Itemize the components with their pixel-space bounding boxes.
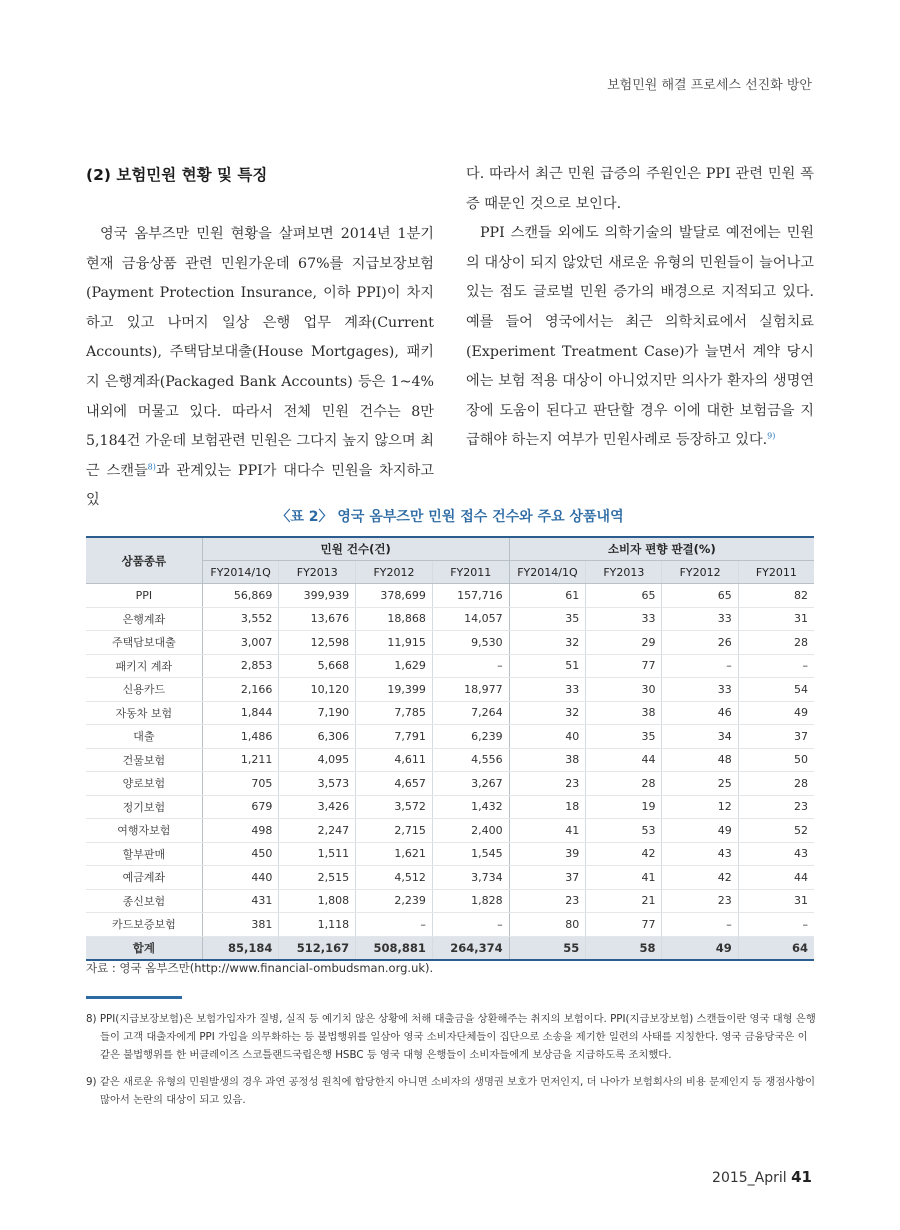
complaint-count-cell: 3,267: [432, 772, 509, 796]
complaint-count-cell: 5,668: [279, 654, 356, 678]
product-name-cell: 신용카드: [86, 678, 202, 702]
left-paragraph: [86, 220, 434, 516]
consumer-ruling-pct-cell: 38: [509, 748, 586, 772]
left-paragraph-end: 과 관계있는 PPI가 대다수 민원을 차지하고 있: [86, 462, 434, 509]
table-row: [86, 725, 814, 749]
footnote-divider: [86, 996, 182, 999]
consumer-ruling-pct-cell: 41: [509, 819, 586, 843]
product-name-cell: 건물보험: [86, 748, 202, 772]
left-paragraph-text: 영국 옴부즈만 민원 현황을 살펴보면 2014년 1분기 현재 금융상품 관련 민원가운데 67%를 지급보장보험(Payment Protection Insurance, 이하 PPI)이 차지하고 있고 나머지 일상 은행 업무 계좌(Current Accounts), 주택담보대출(House Mortgages), 패키지 은행계좌(Packaged Bank Accounts) 등은 1~4% 내외에 머물고 있다. 따라서 전체 민원 건수는 8만 5,184건 가운데 보험관련 민원은 그다지 높지 않으며 최근 스캔들: [86, 226, 434, 479]
product-name-cell: 정기보험: [86, 795, 202, 819]
consumer-ruling-pct-cell: 51: [509, 654, 586, 678]
consumer-ruling-pct-cell: –: [662, 654, 738, 678]
complaint-count-cell: 12,598: [279, 631, 356, 655]
right-paragraph-1: 다. 따라서 최근 민원 급증의 주원인은 PPI 관련 민원 폭증 때문인 것으로 보인다.: [466, 166, 814, 212]
issue-label: 2015_April: [712, 1170, 787, 1186]
consumer-ruling-pct-cell: 31: [738, 889, 814, 913]
product-name-cell: 대출: [86, 725, 202, 749]
product-name-cell: 할부판매: [86, 842, 202, 866]
complaint-count-cell: 3,572: [356, 795, 433, 819]
consumer-ruling-pct-cell: 46: [662, 701, 738, 725]
complaint-count-cell: 1,545: [432, 842, 509, 866]
table-row: [86, 678, 814, 702]
complaint-count-cell: 56,869: [202, 584, 279, 608]
page-footer: [712, 1168, 812, 1186]
right-column: [466, 160, 814, 456]
header-pct-year: FY2011: [738, 561, 814, 584]
complaint-count-cell: 3,734: [432, 866, 509, 890]
consumer-ruling-pct-cell: 53: [586, 819, 662, 843]
footnote-9: 9) 같은 새로운 유형의 민원발생의 경우 과연 공정성 원칙에 합당한지 아니면 소비자의 생명권 보호가 먼저인지, 더 나아가 보험회사의 비용 문제인지 등 쟁점사항이 많아서 논란의 대상이 되고 있음.: [86, 1075, 816, 1106]
complaint-count-cell: 399,939: [279, 584, 356, 608]
complaint-count-cell: –: [356, 913, 433, 937]
complaint-count-cell: 7,190: [279, 701, 356, 725]
complaint-count-cell: 3,552: [202, 607, 279, 631]
complaint-count-cell: 1,486: [202, 725, 279, 749]
complaint-count-cell: 7,791: [356, 725, 433, 749]
consumer-ruling-pct-cell: 44: [586, 748, 662, 772]
consumer-ruling-pct-cell: 65: [662, 584, 738, 608]
product-name-cell: 카드보증보험: [86, 913, 202, 937]
left-column: [86, 160, 434, 516]
complaint-count-cell: 1,828: [432, 889, 509, 913]
consumer-ruling-pct-cell: 38: [586, 701, 662, 725]
complaint-count-cell: 679: [202, 795, 279, 819]
consumer-ruling-pct-cell: 19: [586, 795, 662, 819]
complaint-count-cell: 2,239: [356, 889, 433, 913]
complaint-count-cell: 450: [202, 842, 279, 866]
complaint-count-cell: 1,621: [356, 842, 433, 866]
footnote-8: 8) PPI(지급보장보험)은 보험가입자가 질병, 실직 등 예기치 않은 상황에 처해 대출금을 상환해주는 취지의 보험이다. PPI(지급보장보험) 스캔들이란 영국 대형 은행들이 고객 대출자에게 PPI 가입을 의무화하는 등 불법행위를 일삼아 영국 소비자단체들이 집단으로 소송을 제기한 일련의 사태를 지칭한다. 영국 금융당국은 이 같은 불법행위를 한 버클레이즈 스코틀랜드국립은행 HSBC 등 영국 대형 은행들이 소비자들에게 보상금을 지급하도록 조치했다.: [86, 1013, 816, 1062]
complaint-count-cell: 3,007: [202, 631, 279, 655]
consumer-ruling-pct-cell: 82: [738, 584, 814, 608]
section-heading: (2) 보험민원 현황 및 특징: [86, 166, 268, 184]
complaint-count-cell: 705: [202, 772, 279, 796]
complaint-count-cell: –: [432, 654, 509, 678]
consumer-ruling-pct-cell: 42: [662, 866, 738, 890]
consumer-ruling-pct-cell: 29: [586, 631, 662, 655]
consumer-ruling-pct-cell: 52: [738, 819, 814, 843]
consumer-ruling-pct-cell: 49: [662, 936, 738, 960]
consumer-ruling-pct-cell: 37: [738, 725, 814, 749]
complaint-count-cell: 381: [202, 913, 279, 937]
product-name-cell: 합계: [86, 936, 202, 960]
table-row: [86, 913, 814, 937]
complaint-count-cell: 10,120: [279, 678, 356, 702]
consumer-ruling-pct-cell: 58: [586, 936, 662, 960]
table-row: [86, 607, 814, 631]
consumer-ruling-pct-cell: 49: [738, 701, 814, 725]
complaint-count-cell: 3,573: [279, 772, 356, 796]
complaint-count-cell: 85,184: [202, 936, 279, 960]
consumer-ruling-pct-cell: 55: [509, 936, 586, 960]
consumer-ruling-pct-cell: –: [738, 913, 814, 937]
consumer-ruling-pct-cell: 61: [509, 584, 586, 608]
product-name-cell: 자동차 보험: [86, 701, 202, 725]
complaint-count-cell: 1,844: [202, 701, 279, 725]
complaint-count-cell: 157,716: [432, 584, 509, 608]
consumer-ruling-pct-cell: 33: [586, 607, 662, 631]
consumer-ruling-pct-cell: 48: [662, 748, 738, 772]
table-row: [86, 748, 814, 772]
consumer-ruling-pct-cell: 28: [738, 631, 814, 655]
complaint-count-cell: 264,374: [432, 936, 509, 960]
consumer-ruling-pct-cell: 23: [738, 795, 814, 819]
complaint-count-cell: 4,095: [279, 748, 356, 772]
running-header: 보험민원 해결 프로세스 선진화 방안: [607, 78, 812, 93]
consumer-ruling-pct-cell: 23: [509, 772, 586, 796]
consumer-ruling-pct-cell: 23: [662, 889, 738, 913]
consumer-ruling-pct-cell: 33: [662, 678, 738, 702]
product-name-cell: 예금계좌: [86, 866, 202, 890]
consumer-ruling-pct-cell: 65: [586, 584, 662, 608]
complaint-count-cell: 1,118: [279, 913, 356, 937]
consumer-ruling-pct-cell: 49: [662, 819, 738, 843]
right-paragraph-2-text: PPI 스캔들 외에도 의학기술의 발달로 예전에는 민원의 대상이 되지 않았던 새로운 유형의 민원들이 늘어나고 있는 점도 글로벌 민원 증가의 배경으로 지적되고 있다. 예를 들어 영국에서는 최근 의학치료에서 실험치료(Experiment Treatment Case)가 늘면서 계약 당시에는 보험 적용 대상이 아니었지만 의사가 환자의 생명연장에 도움이 된다고 판단할 경우 이에 대한 보험금을 지급해야 하는지 여부가 민원사례로 등장하고 있다.: [466, 225, 814, 449]
complaint-count-cell: 2,400: [432, 819, 509, 843]
consumer-ruling-pct-cell: 35: [509, 607, 586, 631]
product-name-cell: 은행계좌: [86, 607, 202, 631]
consumer-ruling-pct-cell: 64: [738, 936, 814, 960]
consumer-ruling-pct-cell: 80: [509, 913, 586, 937]
complaint-count-cell: 1,432: [432, 795, 509, 819]
consumer-ruling-pct-cell: 43: [738, 842, 814, 866]
table-row: [86, 842, 814, 866]
table-row: [86, 866, 814, 890]
product-name-cell: 양로보험: [86, 772, 202, 796]
complaint-count-cell: 6,306: [279, 725, 356, 749]
consumer-ruling-pct-cell: 77: [586, 913, 662, 937]
consumer-ruling-pct-cell: 37: [509, 866, 586, 890]
complaint-count-cell: 6,239: [432, 725, 509, 749]
complaint-count-cell: 1,629: [356, 654, 433, 678]
right-paragraph-2: [466, 219, 814, 456]
footnote-ref-9[interactable]: 9): [767, 431, 776, 441]
complaint-count-cell: 9,530: [432, 631, 509, 655]
complaint-count-cell: 2,247: [279, 819, 356, 843]
header-count-year: FY2011: [432, 561, 509, 584]
complaint-count-cell: 2,715: [356, 819, 433, 843]
complaint-count-cell: 2,853: [202, 654, 279, 678]
footnote-ref-8[interactable]: 8): [147, 462, 156, 472]
complaint-count-cell: 4,611: [356, 748, 433, 772]
consumer-ruling-pct-cell: –: [662, 913, 738, 937]
consumer-ruling-pct-cell: 30: [586, 678, 662, 702]
consumer-ruling-pct-cell: 50: [738, 748, 814, 772]
complaint-count-cell: 378,699: [356, 584, 433, 608]
consumer-ruling-pct-cell: 32: [509, 701, 586, 725]
footnotes: [86, 1010, 816, 1113]
table-row: [86, 631, 814, 655]
complaint-count-cell: 1,511: [279, 842, 356, 866]
table-row: [86, 701, 814, 725]
table-row: [86, 889, 814, 913]
header-product: 상품종류: [86, 537, 202, 584]
complaint-count-cell: 11,915: [356, 631, 433, 655]
table-title: 〈표 2〉 영국 옴부즈만 민원 접수 건수와 주요 상품내역: [276, 509, 624, 525]
table-row: [86, 654, 814, 678]
consumer-ruling-pct-cell: 12: [662, 795, 738, 819]
consumer-ruling-pct-cell: –: [738, 654, 814, 678]
complaint-count-cell: 1,211: [202, 748, 279, 772]
table-row: [86, 819, 814, 843]
consumer-ruling-pct-cell: 77: [586, 654, 662, 678]
complaint-count-cell: 431: [202, 889, 279, 913]
consumer-ruling-pct-cell: 44: [738, 866, 814, 890]
header-count-year: FY2013: [279, 561, 356, 584]
consumer-ruling-pct-cell: 39: [509, 842, 586, 866]
consumer-ruling-pct-cell: 18: [509, 795, 586, 819]
complaint-count-cell: 1,808: [279, 889, 356, 913]
complaint-count-cell: 13,676: [279, 607, 356, 631]
complaint-count-cell: 19,399: [356, 678, 433, 702]
complaint-count-cell: 18,977: [432, 678, 509, 702]
consumer-ruling-pct-cell: 31: [738, 607, 814, 631]
consumer-ruling-pct-cell: 34: [662, 725, 738, 749]
complaint-count-cell: 4,657: [356, 772, 433, 796]
complaint-count-cell: 18,868: [356, 607, 433, 631]
table-header-row-1: [86, 537, 814, 561]
complaint-count-cell: –: [432, 913, 509, 937]
consumer-ruling-pct-cell: 40: [509, 725, 586, 749]
consumer-ruling-pct-cell: 43: [662, 842, 738, 866]
complaint-count-cell: 440: [202, 866, 279, 890]
complaint-count-cell: 14,057: [432, 607, 509, 631]
complaint-count-cell: 512,167: [279, 936, 356, 960]
complaint-count-cell: 4,556: [432, 748, 509, 772]
complaint-count-cell: 7,264: [432, 701, 509, 725]
complaint-count-cell: 3,426: [279, 795, 356, 819]
page-number: 41: [791, 1168, 812, 1186]
consumer-ruling-pct-cell: 41: [586, 866, 662, 890]
table-row: [86, 772, 814, 796]
table-body: [86, 584, 814, 961]
consumer-ruling-pct-cell: 35: [586, 725, 662, 749]
consumer-ruling-pct-cell: 21: [586, 889, 662, 913]
header-pct-year: FY2013: [586, 561, 662, 584]
product-name-cell: PPI: [86, 584, 202, 608]
complaint-count-cell: 2,166: [202, 678, 279, 702]
consumer-ruling-pct-cell: 28: [586, 772, 662, 796]
product-name-cell: 여행자보험: [86, 819, 202, 843]
header-pct-year: FY2014/1Q: [509, 561, 586, 584]
complaint-count-cell: 7,785: [356, 701, 433, 725]
header-group-pct: 소비자 편향 판결(%): [509, 537, 814, 561]
complaint-count-cell: 2,515: [279, 866, 356, 890]
consumer-ruling-pct-cell: 33: [509, 678, 586, 702]
complaint-count-cell: 508,881: [356, 936, 433, 960]
consumer-ruling-pct-cell: 23: [509, 889, 586, 913]
product-name-cell: 주택담보대출: [86, 631, 202, 655]
complaints-table: [86, 536, 814, 961]
product-name-cell: 패키지 계좌: [86, 654, 202, 678]
table-source: 자료 : 영국 옴부즈만(http://www.financial-ombudsman.org.uk).: [86, 961, 434, 975]
header-count-year: FY2012: [356, 561, 433, 584]
complaint-count-cell: 4,512: [356, 866, 433, 890]
complaint-count-cell: 498: [202, 819, 279, 843]
table-total-row: [86, 936, 814, 960]
header-count-year: FY2014/1Q: [202, 561, 279, 584]
consumer-ruling-pct-cell: 28: [738, 772, 814, 796]
consumer-ruling-pct-cell: 32: [509, 631, 586, 655]
header-pct-year: FY2012: [662, 561, 738, 584]
consumer-ruling-pct-cell: 25: [662, 772, 738, 796]
consumer-ruling-pct-cell: 42: [586, 842, 662, 866]
header-group-counts: 민원 건수(건): [202, 537, 509, 561]
consumer-ruling-pct-cell: 33: [662, 607, 738, 631]
product-name-cell: 종신보험: [86, 889, 202, 913]
table-row: [86, 584, 814, 608]
consumer-ruling-pct-cell: 54: [738, 678, 814, 702]
consumer-ruling-pct-cell: 26: [662, 631, 738, 655]
table-row: [86, 795, 814, 819]
